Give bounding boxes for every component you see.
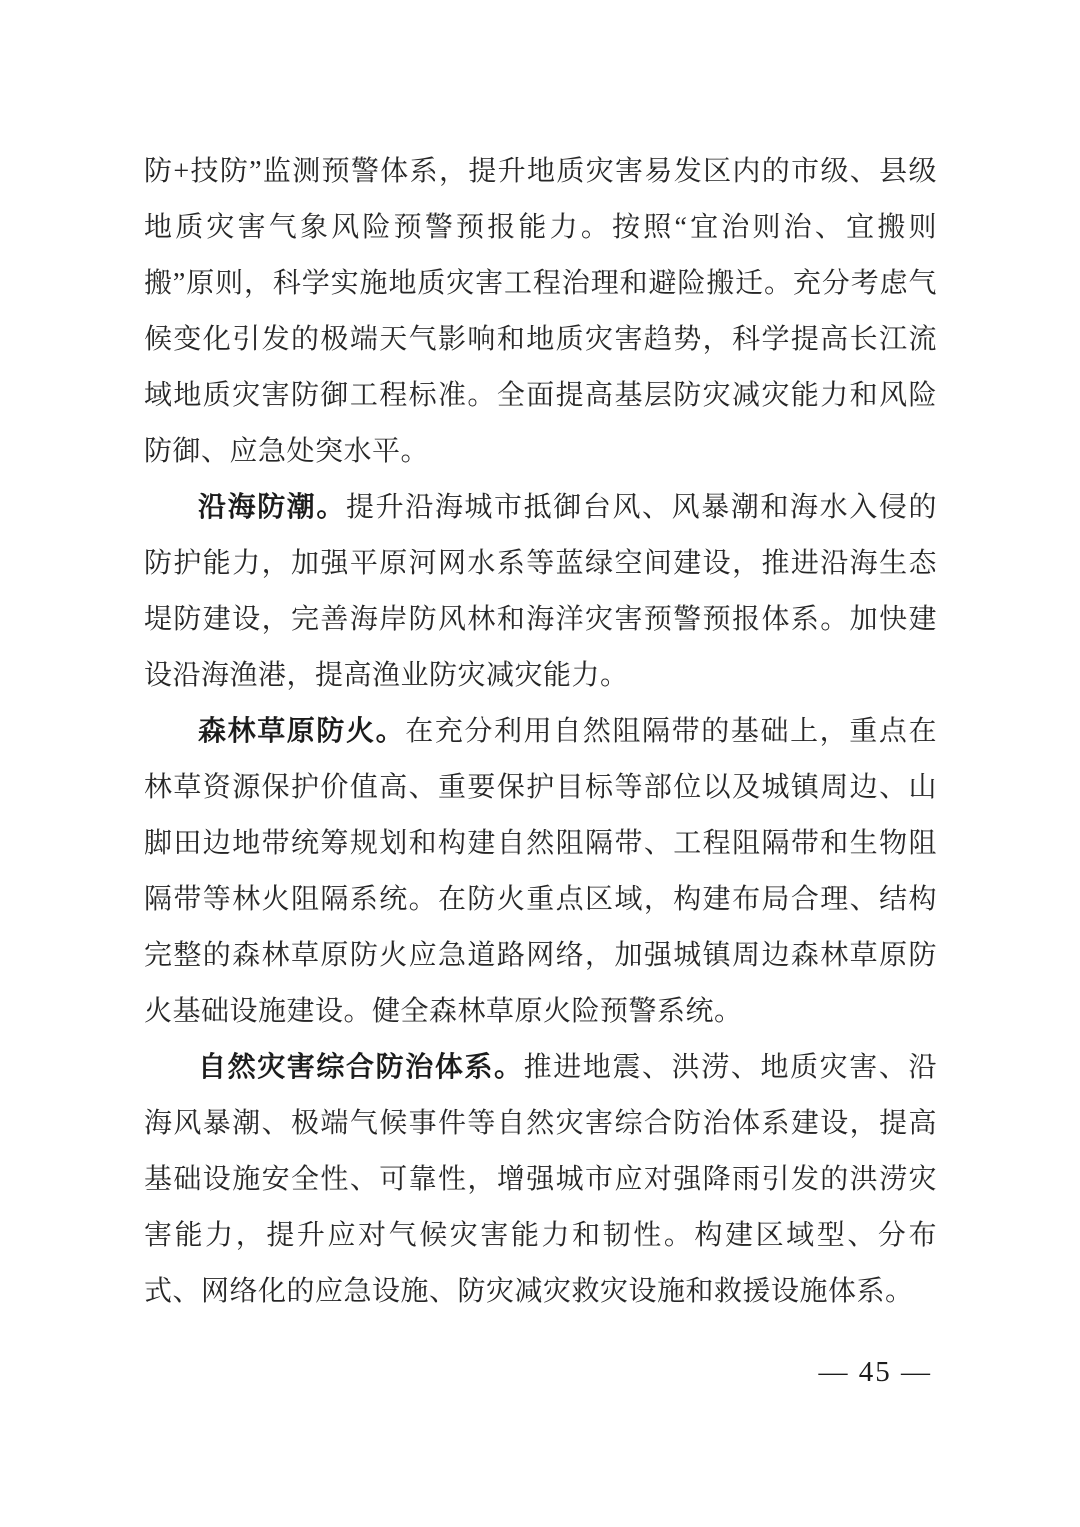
paragraph-lead: 沿海防潮。: [198, 492, 347, 523]
paragraph-text: 提升沿海城市抵御台风、风暴潮和海水入侵的防护能力，加强平原河网水系等蓝绿空间建设，推进沿海生态堤防建设，完善海岸防风林和海洋灾害预警预报体系。加快建设沿海渔港，提高渔业防灾减灾能力。: [144, 492, 937, 691]
paragraph-forest-fire-prevention: [144, 704, 937, 1040]
paragraph-lead: 自然灾害综合防治体系。: [198, 1052, 524, 1083]
paragraph-lead: 森林草原防火。: [198, 716, 406, 747]
paragraph-geological-hazards: [144, 144, 937, 480]
paragraph-text: 防+技防”监测预警体系，提升地质灾害易发区内的市级、县级地质灾害气象风险预警预报能力。按照“宜治则治、宜搬则搬”原则，科学实施地质灾害工程治理和避险搬迁。充分考虑气候变化引发的极端天气影响和地质灾害趋势，科学提高长江流域地质灾害防御工程标准。全面提高基层防灾减灾能力和风险防御、应急处突水平。: [144, 156, 937, 467]
page-number: — 45 —: [818, 1356, 932, 1388]
paragraph-text: 推进地震、洪涝、地质灾害、沿海风暴潮、极端气候事件等自然灾害综合防治体系建设，提高基础设施安全性、可靠性，增强城市应对强降雨引发的洪涝灾害能力，提升应对气候灾害能力和韧性。构建区域型、分布式、网络化的应急设施、防灾减灾救灾设施和救援设施体系。: [144, 1052, 937, 1307]
paragraph-natural-disaster-system: [144, 1040, 937, 1320]
document-body: [144, 144, 937, 1320]
paragraph-text: 在充分利用自然阻隔带的基础上，重点在林草资源保护价值高、重要保护目标等部位以及城镇周边、山脚田边地带统筹规划和构建自然阻隔带、工程阻隔带和生物阻隔带等林火阻隔系统。在防火重点区域，构建布局合理、结构完整的森林草原防火应急道路网络，加强城镇周边森林草原防火基础设施建设。健全森林草原火险预警系统。: [144, 716, 937, 1027]
paragraph-coastal-tide-defense: [144, 480, 937, 704]
